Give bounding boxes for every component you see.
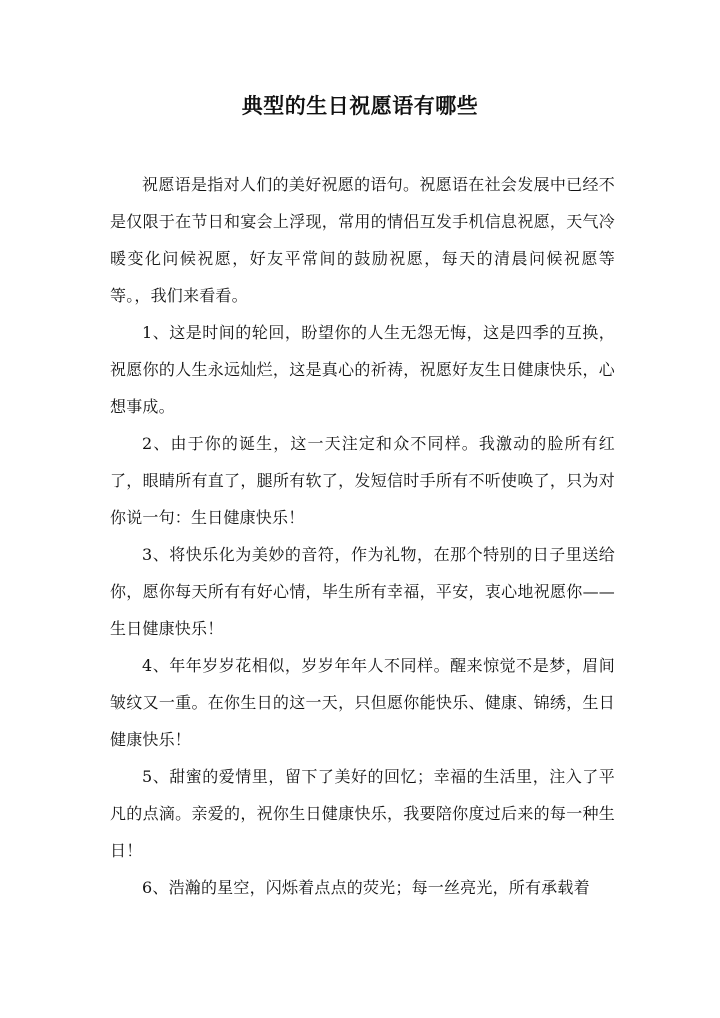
paragraph-wish-4: 4、年年岁岁花相似，岁岁年年人不同样。醒来惊觉不是梦，眉间皱纹又一重。在你生日的这一天，只但愿你能快乐、健康、锦绣，生日健康快乐！ — [110, 656, 615, 749]
paragraph-wish-6: 6、浩瀚的星空，闪烁着点点的荧光；每一丝亮光，所有承载着 — [142, 878, 590, 897]
paragraph-wish-3: 3、将快乐化为美妙的音符，作为礼物，在那个特别的日子里送给你，愿你每天所有有好心情，毕生所有幸福，平安，衷心地祝愿你——生日健康快乐！ — [110, 545, 615, 638]
document-body — [110, 166, 615, 906]
paragraph-wish-5: 5、甜蜜的爱情里，留下了美好的回忆；幸福的生活里，注入了平凡的点滴。亲爱的，祝你生日健康快乐，我要陪你度过后来的每一种生日！ — [110, 767, 615, 860]
paragraph-intro: 祝愿语是指对人们的美好祝愿的语句。祝愿语在社会发展中已经不是仅限于在节日和宴会上浮现，常用的情侣互发手机信息祝愿，天气冷暖变化问候祝愿，好友平常间的鼓励祝愿，每天的清晨问候祝愿等等。，我们来看看。 — [110, 175, 615, 305]
paragraph-wish-1: 1、这是时间的轮回，盼望你的人生无怨无悔，这是四季的互换，祝愿你的人生永远灿烂，这是真心的祈祷，祝愿好友生日健康快乐，心想事成。 — [110, 323, 615, 416]
paragraph-wish-2: 2、由于你的诞生，这一天注定和众不同样。我激动的脸所有红了，眼睛所有直了，腿所有软了，发短信时手所有不听使唤了，只为对你说一句：生日健康快乐！ — [110, 434, 615, 527]
document-title: 典型的生日祝愿语有哪些 — [241, 93, 479, 118]
